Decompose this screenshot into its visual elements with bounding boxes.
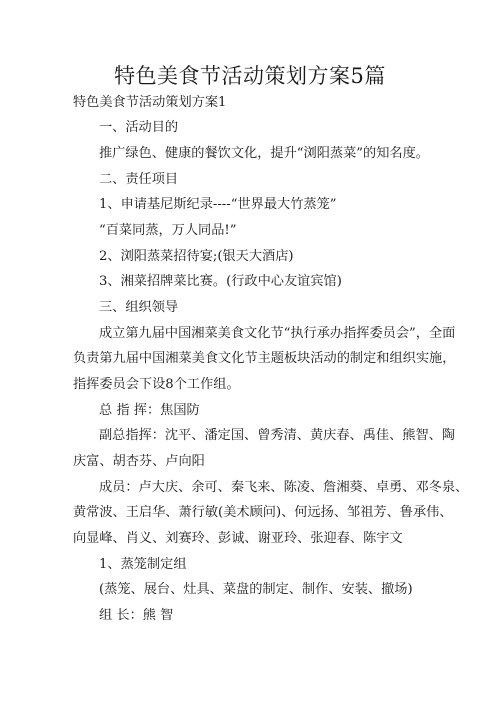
paragraph-line: 副总指挥：沈平、潘定国、曾秀清、黄庆春、禹佳、熊智、陶	[99, 428, 456, 443]
paragraph-line: 二、责任项目	[99, 172, 179, 187]
paragraph-line: 总 指 挥：焦国防	[99, 403, 200, 418]
paragraph-line: 1、申请基尼斯纪录----“世界最大竹蒸笼”	[99, 197, 337, 212]
paragraph-line: 推广绿色、健康的餐饮文化，提升“浏阳蒸菜”的知名度。	[99, 146, 429, 161]
paragraph-line: 指挥委员会下设8个工作组。	[73, 377, 240, 392]
paragraph-line: 2、浏阳蒸菜招待宴;(银天大酒店)	[99, 249, 294, 264]
document-title: 特色美食节活动策划方案5篇	[114, 64, 386, 88]
paragraph-line: 3、湘菜招牌菜比赛。(行政中心友谊宾馆)	[99, 274, 342, 289]
paragraph-line: 三、组织领导	[99, 300, 179, 315]
paragraph-line: (蒸笼、展台、灶具、菜盘的制定、制作、安装、撤场)	[99, 582, 413, 597]
paragraph-line: 黄常波、王启华、萧行敏(美术顾问)、何远扬、邹祖芳、鲁承伟、	[73, 505, 453, 520]
section-heading: 特色美食节活动策划方案1	[73, 95, 227, 110]
paragraph-line: 组 长：熊 智	[99, 608, 174, 623]
paragraph-line: 庆富、胡杏芬、卢向阳	[73, 454, 205, 469]
paragraph-line: 负责第九届中国湘菜美食文化节主题板块活动的制定和组织实施，	[73, 351, 456, 366]
paragraph-line: “百菜同蒸，万人同品!”	[99, 223, 237, 238]
paragraph-line: 向显峰、肖义、刘赛玲、彭诚、谢亚玲、张迎春、陈宇文	[73, 531, 403, 546]
paragraph-line: 成立第九届中国湘菜美食文化节“执行承办指挥委员会”，全面	[99, 326, 456, 341]
paragraph-line: 一、活动目的	[99, 120, 179, 135]
paragraph-line: 1、蒸笼制定组	[99, 557, 187, 572]
paragraph-line: 成员：卢大庆、余可、秦飞来、陈凌、詹湘葵、卓勇、邓冬泉、	[99, 480, 469, 495]
